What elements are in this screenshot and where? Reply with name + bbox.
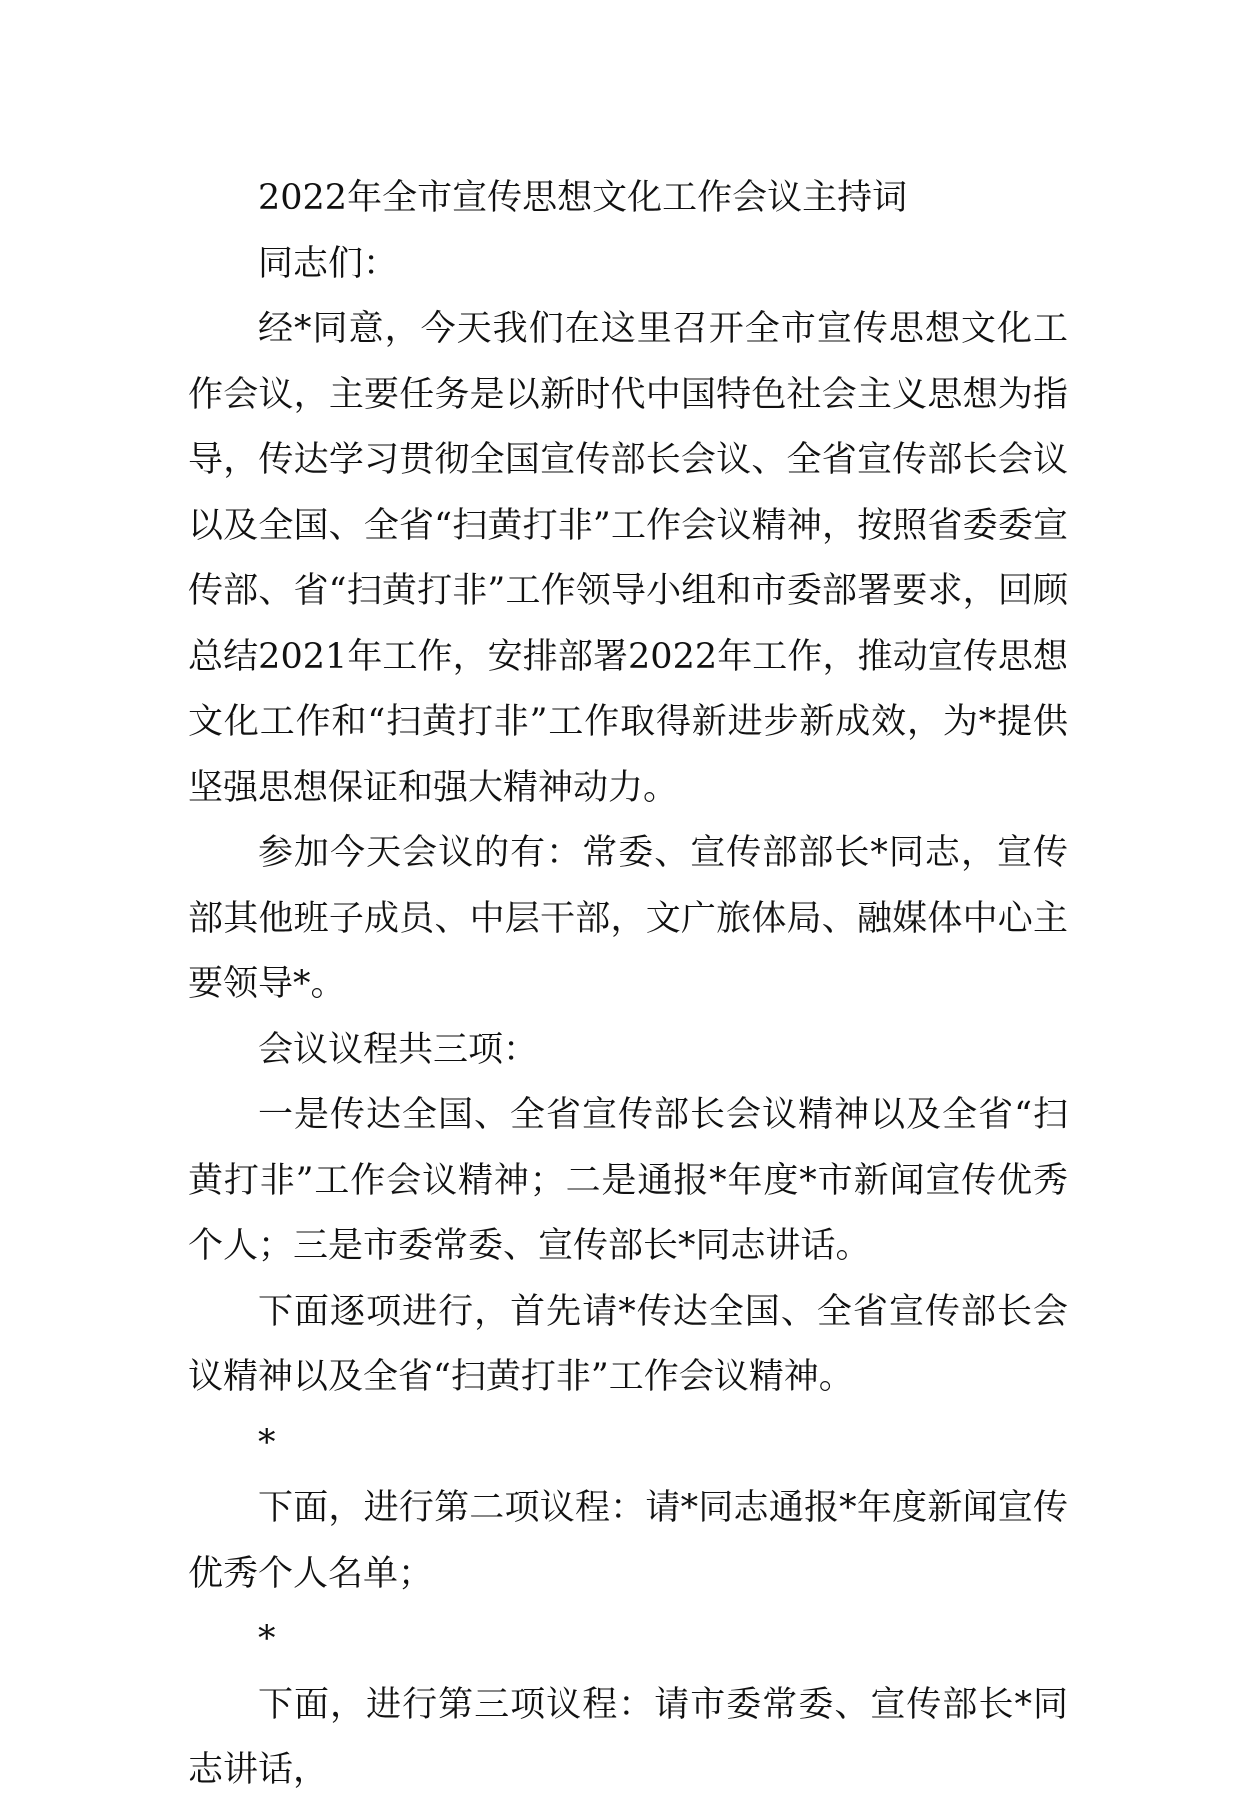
paragraph-agenda-items: 一是传达全国、全省宣传部长会议精神以及全省“扫黄打非”工作会议精神；二是通报*年度*市新闻宣传优秀个人；三是市委常委、宣传部长*同志讲话。	[188, 1095, 1068, 1266]
paragraph-item-two: 下面，进行第二项议程：请*同志通报*年度新闻宣传优秀个人名单；	[188, 1488, 1068, 1594]
salutation: 同志们：	[258, 243, 399, 284]
paragraph-item-one: 下面逐项进行，首先请*传达全国、全省宣传部长会议精神以及全省“扫黄打非”工作会议精神。	[188, 1291, 1068, 1397]
paragraph-agenda-heading: 会议议程共三项：	[258, 1029, 539, 1070]
placeholder-mark: *	[258, 1422, 276, 1463]
placeholder-mark: *	[258, 1619, 276, 1659]
document-body	[188, 166, 1068, 1804]
paragraph-attendees: 参加今天会议的有：常委、宣传部部长*同志，宣传部其他班子成员、中层干部，文广旅体局、融媒体中心主要领导*。	[188, 833, 1068, 1004]
document-title: 2022年全市宣传思想文化工作会议主持词	[258, 178, 908, 218]
paragraph-item-three: 下面，进行第三项议程：请市委常委、宣传部长*同志讲话，	[188, 1684, 1068, 1790]
paragraph-intro: 经*同意，今天我们在这里召开全市宣传思想文化工作会议，主要任务是以新时代中国特色社会主义思想为指导，传达学习贯彻全国宣传部长会议、全省宣传部长会议以及全国、全省“扫黄打非”工作会议精神，按照省委委宣传部、省“扫黄打非”工作领导小组和市委部署要求，回顾总结2021年工作，安排部署2022年工作，推动宣传思想文化工作和“扫黄打非”工作取得新进步新成效，为*提供坚强思想保证和强大精神动力。	[188, 309, 1068, 808]
